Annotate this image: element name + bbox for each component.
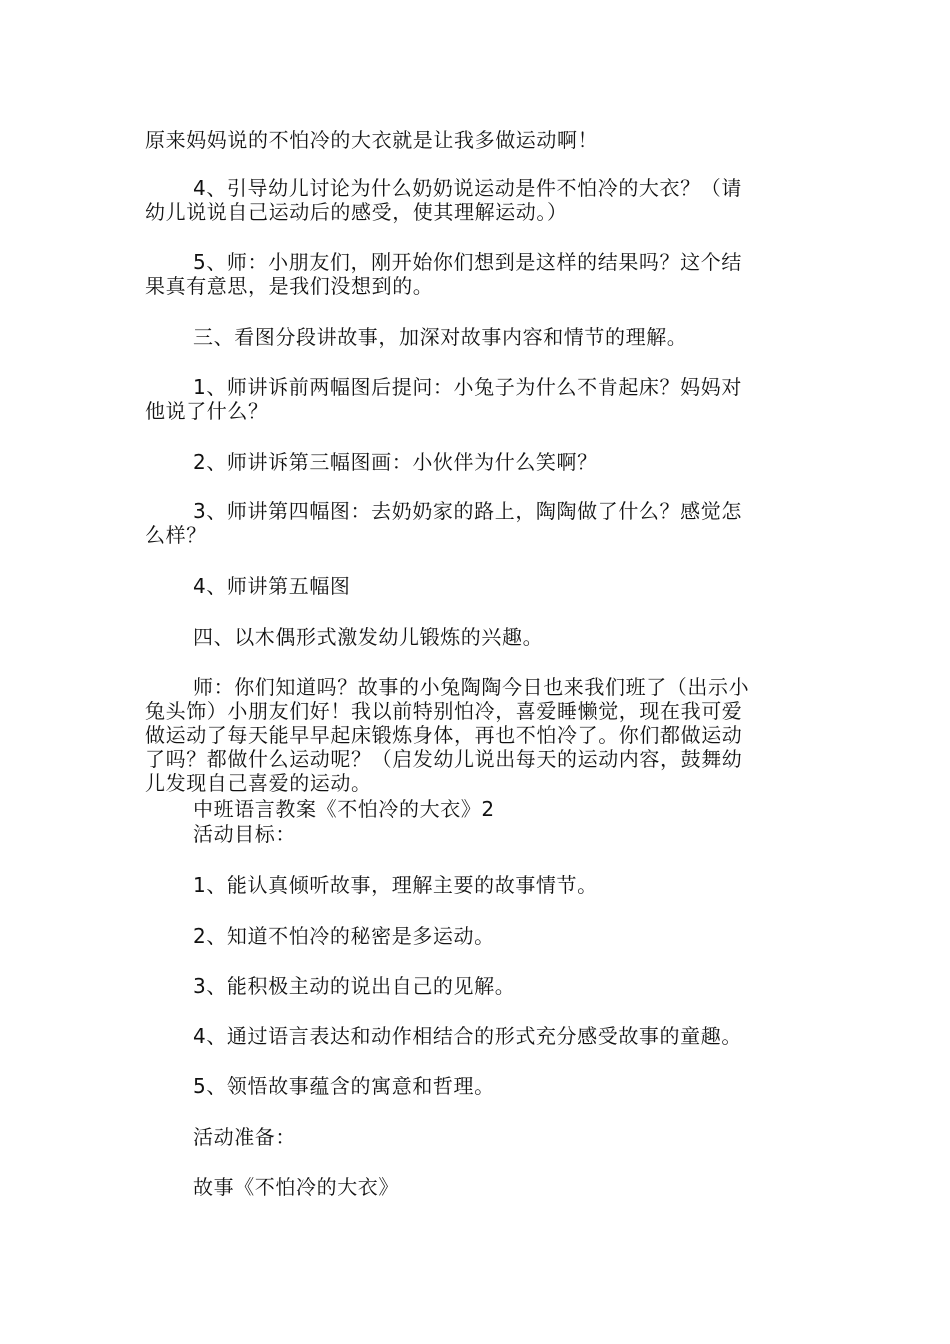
paragraph-line: 3、师讲第四幅图：去奶奶家的路上，陶陶做了什么？感觉怎 xyxy=(193,499,742,523)
paragraph-line: 了吗？都做什么运动呢？（启发幼儿说出每天的运动内容，鼓舞幼 xyxy=(145,747,743,771)
prep-item: 故事《不怕冷的大衣》 xyxy=(193,1175,399,1199)
prep-heading: 活动准备： xyxy=(193,1125,296,1149)
goal-item: 2、知道不怕冷的秘密是多运动。 xyxy=(193,924,495,948)
paragraph-line: 么样？ xyxy=(145,523,207,547)
paragraph-line: 4、引导幼儿讨论为什么奶奶说运动是件不怕冷的大衣？（请 xyxy=(193,176,742,200)
goal-item: 1、能认真倾听故事，理解主要的故事情节。 xyxy=(193,873,598,897)
paragraph-line: 2、师讲诉第三幅图画：小伙伴为什么笑啊？ xyxy=(193,450,598,474)
paragraph-line: 师：你们知道吗？故事的小兔陶陶今日也来我们班了（出示小 xyxy=(193,675,750,699)
paragraph-line: 他说了什么？ xyxy=(145,399,269,423)
section-heading: 三、看图分段讲故事，加深对故事内容和情节的理解。 xyxy=(193,325,688,349)
goal-item: 3、能积极主动的说出自己的见解。 xyxy=(193,974,516,998)
paragraph-line: 4、师讲第五幅图 xyxy=(193,574,351,598)
paragraph-line: 1、师讲诉前两幅图后提问：小兔子为什么不肯起床？妈妈对 xyxy=(193,375,742,399)
paragraph-line: 原来妈妈说的不怕冷的大衣就是让我多做运动啊！ xyxy=(145,128,599,152)
paragraph-line: 做运动了每天能早早起床锻炼身体，再也不怕冷了。你们都做运动 xyxy=(145,723,743,747)
paragraph-line: 果真有意思，是我们没想到的。 xyxy=(145,274,434,298)
section-title: 中班语言教案《不怕冷的大衣》2 xyxy=(193,797,495,821)
goal-item: 5、领悟故事蕴含的寓意和哲理。 xyxy=(193,1074,495,1098)
section-heading: 四、以木偶形式激发幼儿锻炼的兴趣。 xyxy=(193,625,544,649)
paragraph-line: 5、师：小朋友们，刚开始你们想到是这样的结果吗？这个结 xyxy=(193,250,742,274)
paragraph-line: 幼儿说说自己运动后的感受，使其理解运动。） xyxy=(145,200,568,224)
goals-heading: 活动目标： xyxy=(193,822,296,846)
paragraph-line: 兔头饰）小朋友们好！我以前特别怕冷，喜爱睡懒觉，现在我可爱 xyxy=(145,699,743,723)
paragraph-line: 儿发现自己喜爱的运动。 xyxy=(145,771,372,795)
goal-item: 4、通过语言表达和动作相结合的形式充分感受故事的童趣。 xyxy=(193,1024,742,1048)
